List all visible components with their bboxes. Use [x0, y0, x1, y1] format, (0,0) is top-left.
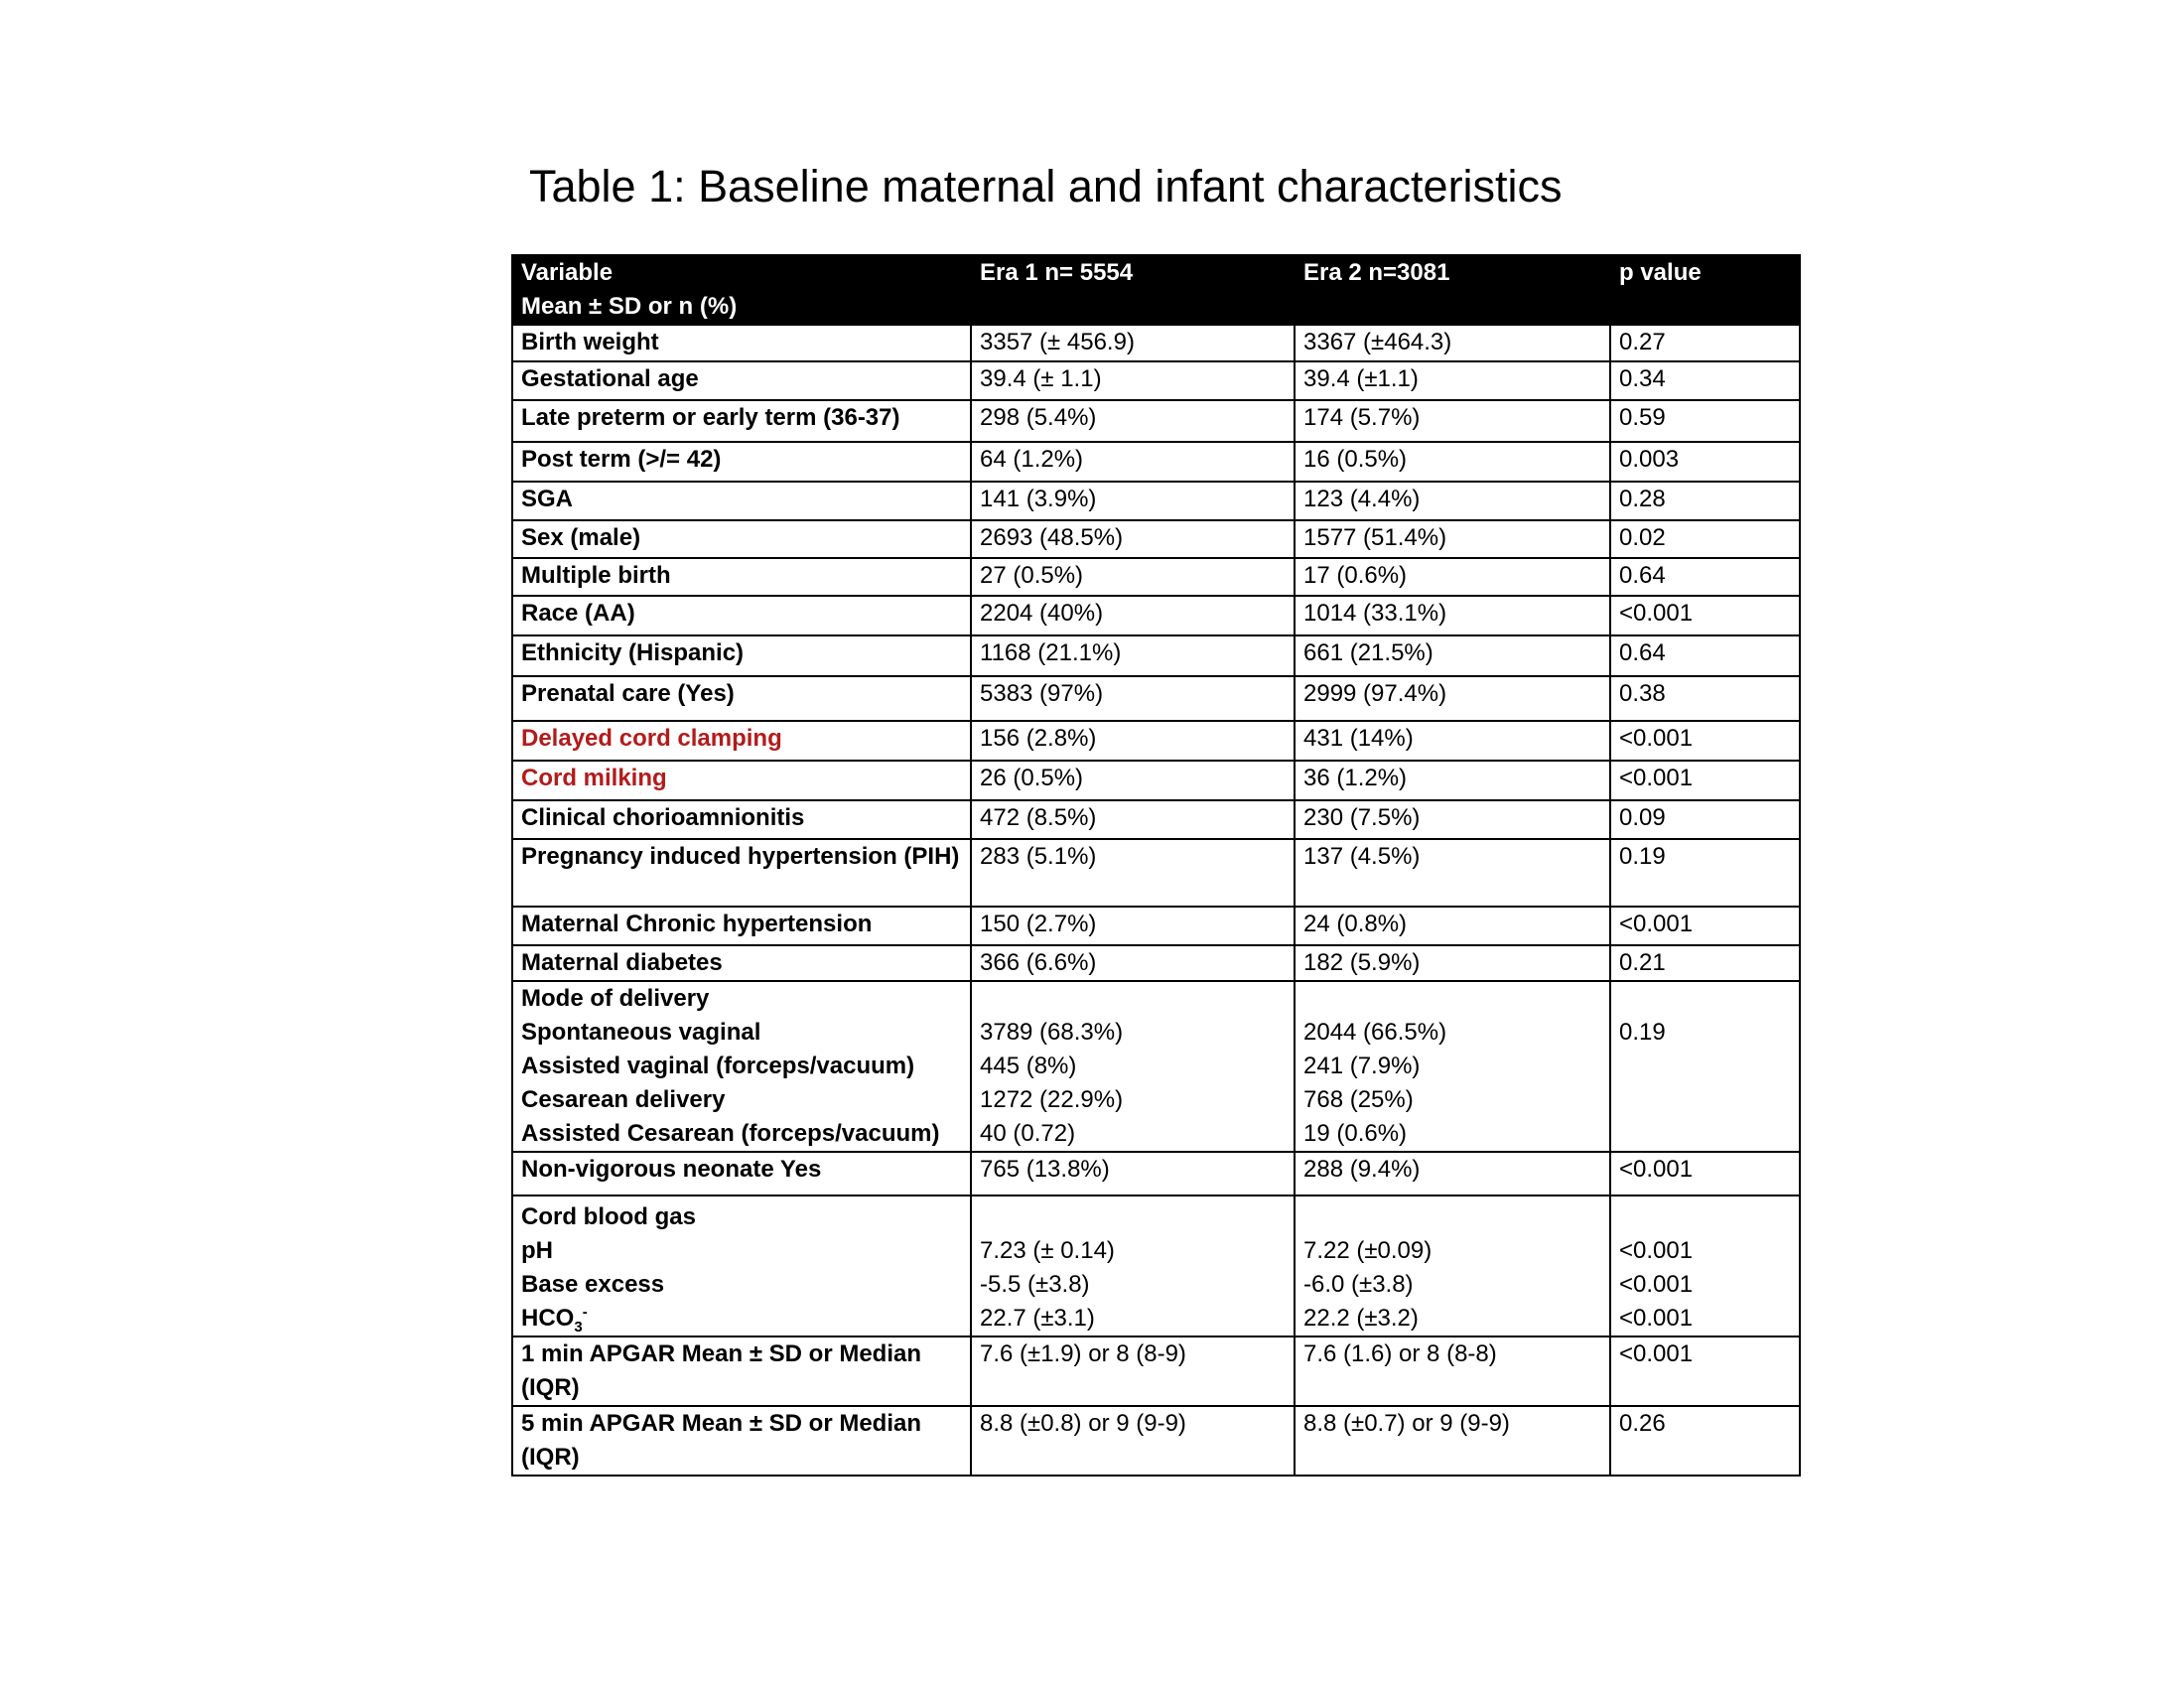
table-row	[512, 676, 1800, 721]
header-pvalue: p value	[1610, 255, 1800, 325]
row-p: 0.38	[1610, 676, 1800, 721]
row-p: <0.001	[1610, 721, 1800, 761]
header-variable-label: Variable	[521, 259, 614, 286]
row-era2: 16 (0.5%)	[1295, 442, 1610, 482]
table-row	[512, 635, 1800, 676]
row-era1: 1168 (21.1%)	[971, 635, 1295, 676]
mode-of-delivery-labels	[512, 981, 971, 1152]
row-era2: 123 (4.4%)	[1295, 482, 1610, 520]
row-p: 0.21	[1610, 945, 1800, 981]
mode-of-delivery-era1	[971, 981, 1295, 1152]
table-row	[512, 361, 1800, 400]
mode-of-delivery-era2	[1295, 981, 1610, 1152]
row-era1: 765 (13.8%)	[971, 1152, 1295, 1196]
row-p: 0.64	[1610, 558, 1800, 596]
row-label: Birth weight	[512, 325, 971, 361]
row-p: 0.28	[1610, 482, 1800, 520]
table-row	[512, 761, 1800, 800]
table-header-row	[512, 255, 1800, 325]
row-p: 0.64	[1610, 635, 1800, 676]
row-era2: 431 (14%)	[1295, 721, 1610, 761]
cord-blood-gas-p	[1610, 1196, 1800, 1336]
mode-item-era1: 3789 (68.3%)	[980, 1019, 1124, 1046]
row-era1: 7.6 (±1.9) or 8 (8-9)	[971, 1336, 1295, 1406]
ph-label: pH	[521, 1237, 553, 1264]
row-p: 0.09	[1610, 800, 1800, 839]
row-era2: 36 (1.2%)	[1295, 761, 1610, 800]
table-row	[512, 520, 1800, 558]
row-p: 0.59	[1610, 400, 1800, 442]
row-label-delayed-cord-clamping: Delayed cord clamping	[512, 721, 971, 761]
row-label: Race (AA)	[512, 596, 971, 635]
row-p: <0.001	[1610, 1152, 1800, 1196]
mode-item-era1: 40 (0.72)	[980, 1120, 1076, 1147]
row-label: SGA	[512, 482, 971, 520]
row-era2: 288 (9.4%)	[1295, 1152, 1610, 1196]
row-p: <0.001	[1610, 596, 1800, 635]
row-p: <0.001	[1610, 907, 1800, 945]
table-row	[512, 839, 1800, 907]
mode-item-era2: 19 (0.6%)	[1303, 1120, 1408, 1147]
row-era2: 1577 (51.4%)	[1295, 520, 1610, 558]
row-era1: 26 (0.5%)	[971, 761, 1295, 800]
ph-p: <0.001	[1619, 1237, 1694, 1264]
table-row	[512, 325, 1800, 361]
table-row	[512, 907, 1800, 945]
row-era2: 8.8 (±0.7) or 9 (9-9)	[1295, 1406, 1610, 1476]
row-label: Prenatal care (Yes)	[512, 676, 971, 721]
base-excess-era1: -5.5 (±3.8)	[980, 1271, 1090, 1298]
mode-item-label: Cesarean delivery	[521, 1086, 726, 1113]
row-label: Multiple birth	[512, 558, 971, 596]
table-row	[512, 482, 1800, 520]
table-row	[512, 596, 1800, 635]
table-row-mode-of-delivery	[512, 981, 1800, 1152]
row-era2: 137 (4.5%)	[1295, 839, 1610, 907]
row-era1: 366 (6.6%)	[971, 945, 1295, 981]
row-era1: 27 (0.5%)	[971, 558, 1295, 596]
row-p: <0.001	[1610, 761, 1800, 800]
hco3-label: $HCO_3^-$	[521, 1304, 588, 1336]
mode-item-era1: 445 (8%)	[980, 1053, 1077, 1079]
mode-of-delivery-pvalue: 0.19	[1619, 1019, 1666, 1046]
row-label: Gestational age	[512, 361, 971, 400]
row-label: 1 min APGAR Mean ± SD or Median (IQR)	[512, 1336, 971, 1406]
mode-item-label: Assisted vaginal (forceps/vacuum)	[521, 1053, 915, 1079]
row-label: Ethnicity (Hispanic)	[512, 635, 971, 676]
table-row	[512, 800, 1800, 839]
header-variable-sub: Mean ± SD or n (%)	[521, 293, 738, 320]
header-era2: Era 2 n=3081	[1295, 255, 1610, 325]
row-era2: 7.6 (1.6) or 8 (8-8)	[1295, 1336, 1610, 1406]
table-row	[512, 442, 1800, 482]
row-era1: 64 (1.2%)	[971, 442, 1295, 482]
header-variable	[512, 255, 971, 325]
table-row	[512, 1152, 1800, 1196]
row-era2: 182 (5.9%)	[1295, 945, 1610, 981]
row-p: <0.001	[1610, 1336, 1800, 1406]
row-era2: 230 (7.5%)	[1295, 800, 1610, 839]
row-era2: 1014 (33.1%)	[1295, 596, 1610, 635]
row-p: 0.27	[1610, 325, 1800, 361]
row-era1: 141 (3.9%)	[971, 482, 1295, 520]
cord-blood-gas-era1	[971, 1196, 1295, 1336]
row-label: 5 min APGAR Mean ± SD or Median (IQR)	[512, 1406, 971, 1476]
row-era1: 283 (5.1%)	[971, 839, 1295, 907]
row-p: 0.19	[1610, 839, 1800, 907]
row-label: Maternal Chronic hypertension	[512, 907, 971, 945]
row-era1: 5383 (97%)	[971, 676, 1295, 721]
cord-blood-gas-heading: Cord blood gas	[521, 1203, 696, 1230]
table-row	[512, 400, 1800, 442]
row-p: 0.34	[1610, 361, 1800, 400]
row-era2: 174 (5.7%)	[1295, 400, 1610, 442]
base-excess-era2: -6.0 (±3.8)	[1303, 1271, 1414, 1298]
mode-item-label: Spontaneous vaginal	[521, 1019, 761, 1046]
row-era2: 17 (0.6%)	[1295, 558, 1610, 596]
mode-item-era2: 241 (7.9%)	[1303, 1053, 1421, 1079]
row-label: Sex (male)	[512, 520, 971, 558]
mode-of-delivery-p	[1610, 981, 1800, 1152]
row-label: Non-vigorous neonate Yes	[512, 1152, 971, 1196]
row-era2: 3367 (±464.3)	[1295, 325, 1610, 361]
row-era2: 661 (21.5%)	[1295, 635, 1610, 676]
hco3-era1: 22.7 (±3.1)	[980, 1305, 1095, 1332]
row-era1: 298 (5.4%)	[971, 400, 1295, 442]
row-label: Clinical chorioamnionitis	[512, 800, 971, 839]
mode-item-era2: 768 (25%)	[1303, 1086, 1414, 1113]
cord-blood-gas-era2	[1295, 1196, 1610, 1336]
table-row	[512, 1336, 1800, 1406]
row-era1: 8.8 (±0.8) or 9 (9-9)	[971, 1406, 1295, 1476]
row-label-cord-milking: Cord milking	[512, 761, 971, 800]
row-label: Late preterm or early term (36-37)	[512, 400, 971, 442]
row-era2: 39.4 (±1.1)	[1295, 361, 1610, 400]
mode-item-label: Assisted Cesarean (forceps/vacuum)	[521, 1120, 940, 1147]
header-era1: Era 1 n= 5554	[971, 255, 1295, 325]
hco3-p: <0.001	[1619, 1305, 1694, 1332]
row-era1: 2204 (40%)	[971, 596, 1295, 635]
row-era1: 156 (2.8%)	[971, 721, 1295, 761]
mode-item-era2: 2044 (66.5%)	[1303, 1019, 1447, 1046]
hco3-era2: 22.2 (±3.2)	[1303, 1305, 1419, 1332]
row-era1: 2693 (48.5%)	[971, 520, 1295, 558]
row-label: Post term (>/= 42)	[512, 442, 971, 482]
table-row	[512, 721, 1800, 761]
row-era1: 472 (8.5%)	[971, 800, 1295, 839]
row-era2: 2999 (97.4%)	[1295, 676, 1610, 721]
ph-era1: 7.23 (± 0.14)	[980, 1237, 1115, 1264]
table-row	[512, 945, 1800, 981]
ph-era2: 7.22 (±0.09)	[1303, 1237, 1433, 1264]
row-era1: 39.4 (± 1.1)	[971, 361, 1295, 400]
base-excess-label: Base excess	[521, 1271, 665, 1298]
page-title: Table 1: Baseline maternal and infant characteristics	[529, 161, 1563, 211]
row-p: 0.02	[1610, 520, 1800, 558]
mode-item-era1: 1272 (22.9%)	[980, 1086, 1124, 1113]
table-row	[512, 558, 1800, 596]
table-row	[512, 1406, 1800, 1476]
row-era1: 3357 (± 456.9)	[971, 325, 1295, 361]
row-p: 0.26	[1610, 1406, 1800, 1476]
base-excess-p: <0.001	[1619, 1271, 1694, 1298]
mode-of-delivery-heading: Mode of delivery	[521, 985, 710, 1012]
row-era1: 150 (2.7%)	[971, 907, 1295, 945]
characteristics-table	[511, 254, 1801, 1477]
row-p: 0.003	[1610, 442, 1800, 482]
cord-blood-gas-labels	[512, 1196, 971, 1336]
row-label: Pregnancy induced hypertension (PIH)	[512, 839, 971, 907]
table-row-cord-blood-gas	[512, 1196, 1800, 1336]
row-label: Maternal diabetes	[512, 945, 971, 981]
row-era2: 24 (0.8%)	[1295, 907, 1610, 945]
